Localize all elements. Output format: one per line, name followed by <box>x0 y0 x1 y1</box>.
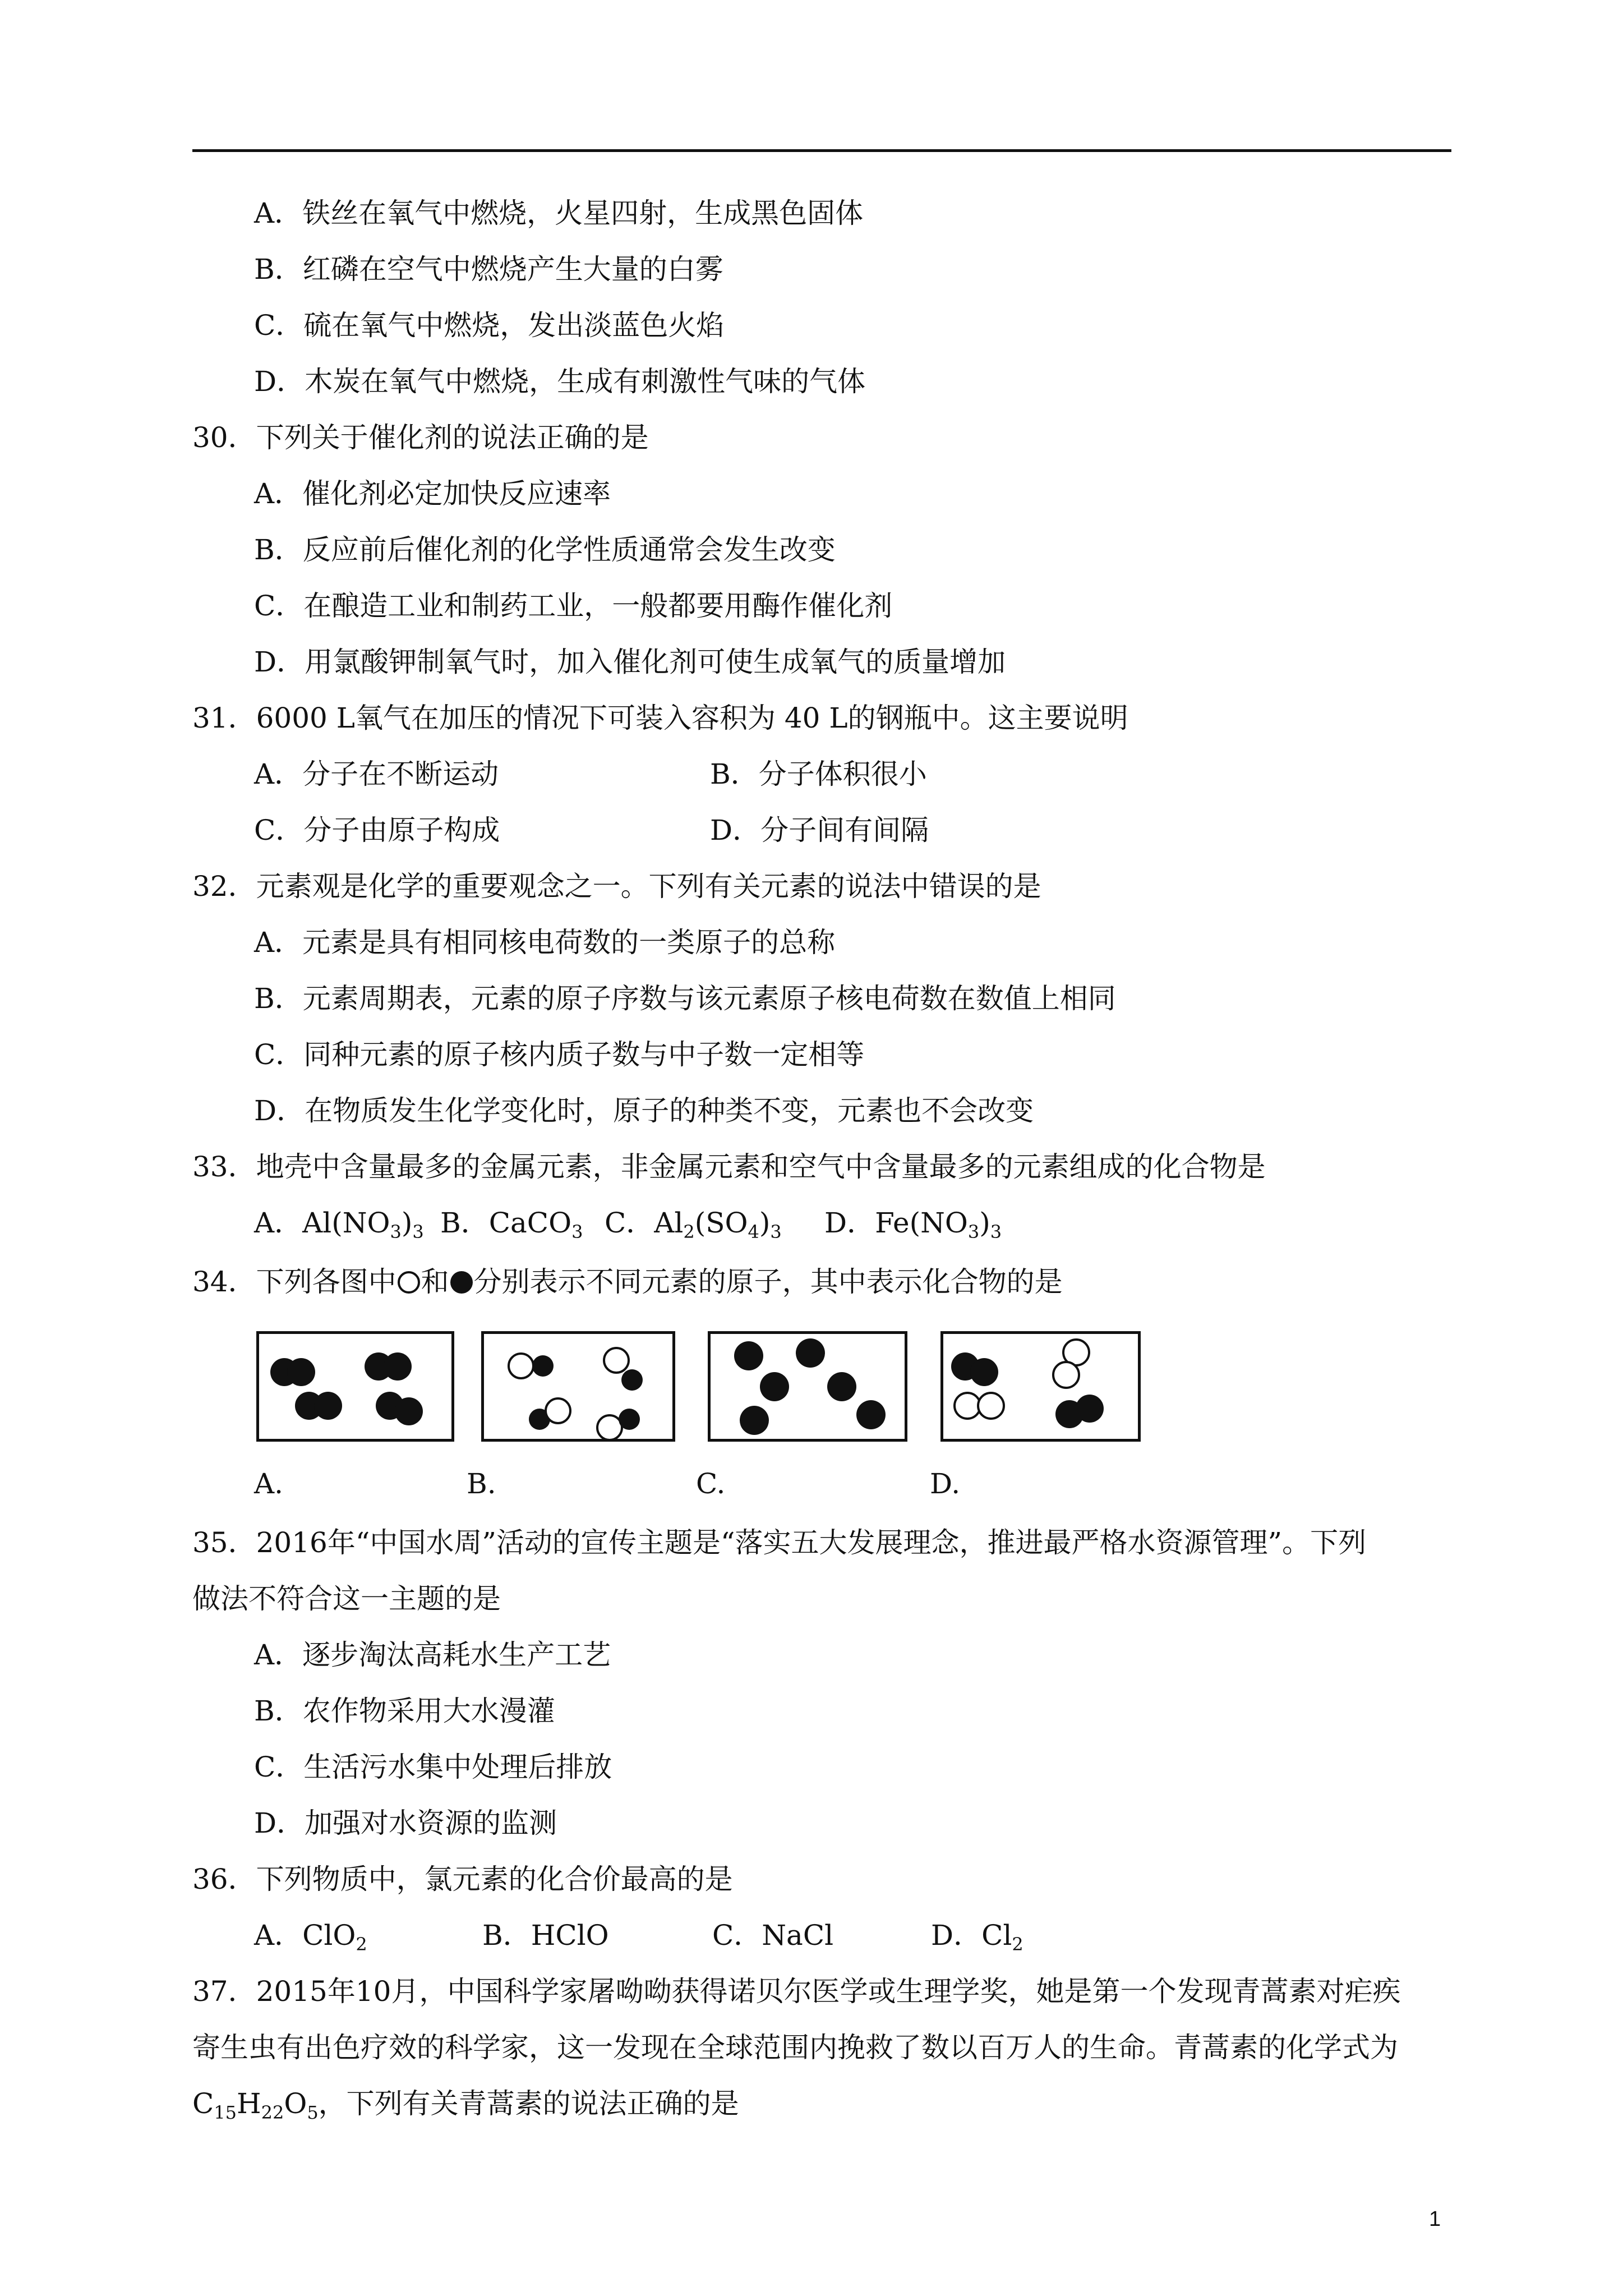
open-atom <box>1052 1361 1080 1389</box>
solid-atom <box>734 1341 763 1370</box>
solid-atom <box>760 1372 789 1401</box>
q35-option-a: A．逐步淘汰高耗水生产工艺 <box>254 1639 611 1671</box>
q30-option-a: A．催化剂必定加快反应速率 <box>254 477 611 510</box>
q31-option-a: A．分子在不断运动 <box>254 758 499 790</box>
solid-atom <box>1076 1395 1104 1423</box>
q32-option-c: C．同种元素的原子核内质子数与中子数一定相等 <box>254 1038 865 1071</box>
q31-option-c: C．分子由原子构成 <box>254 814 500 846</box>
solid-atom <box>287 1358 315 1386</box>
q34-stem: 34．下列各图中 和 分别表示不同元素的原子，其中表示化合物的是 <box>192 1266 1063 1298</box>
solid-atom <box>970 1358 998 1386</box>
solid-atom <box>314 1392 342 1420</box>
open-atom-icon <box>398 1271 420 1294</box>
open-atom <box>508 1352 534 1379</box>
q35-option-b: B．农作物采用大水漫灌 <box>254 1695 555 1727</box>
q36-option-c: C．NaCl <box>712 1919 834 1952</box>
solid-atom <box>856 1400 886 1429</box>
q30-option-b: B．反应前后催化剂的化学性质通常会发生改变 <box>254 533 836 566</box>
q32-stem: 32．元素观是化学的重要观念之一。下列有关元素的说法中错误的是 <box>192 870 1041 903</box>
open-atom <box>545 1397 571 1424</box>
q30-option-c: C．在酿造工业和制药工业，一般都要用酶作催化剂 <box>254 590 893 622</box>
q29-option-c: C．硫在氧气中燃烧，发出淡蓝色火焰 <box>254 309 725 342</box>
q32-option-b: B．元素周期表，元素的原子序数与该元素原子核电荷数在数值上相同 <box>254 982 1116 1015</box>
q37-stem-line3: $C_{15}H_{22}O_5$，下列有关青蒿素的说法正确的是 <box>192 2087 739 2123</box>
q31-option-b: B．分子体积很小 <box>710 758 927 790</box>
q34-label-a: A. <box>254 1467 284 1500</box>
q34-label-c: C. <box>696 1467 726 1500</box>
solid-atom <box>532 1355 554 1377</box>
q37-stem-line2: 寄生虫有出色疗效的科学家，这一发现在全球范围内挽救了数以百万人的生命。青蒿素的化学式为 <box>192 2031 1398 2064</box>
q33-option-b: B．CaCO$_3$ <box>440 1207 583 1243</box>
solid-atom <box>796 1338 825 1368</box>
q36-stem: 36．下列物质中，氯元素的化合价最高的是 <box>192 1863 733 1895</box>
q31-stem: 31．6000 L氧气在加压的情况下可装入容积为 40 L的钢瓶中。这主要说明 <box>192 702 1128 734</box>
q33-option-c: C．$Al_2(SO_4)_3$ <box>605 1207 782 1243</box>
solid-atom <box>740 1406 769 1435</box>
q30-stem: 30．下列关于催化剂的说法正确的是 <box>192 421 649 454</box>
q36-option-a: A．ClO$_2$ <box>254 1919 367 1955</box>
q29-option-b: B．红磷在空气中燃烧产生大量的白雾 <box>254 253 723 286</box>
q29-option-d: D．木炭在氧气中燃烧，生成有刺激性气味的气体 <box>254 365 866 398</box>
solid-atom <box>827 1372 856 1401</box>
q35-option-d: D．加强对水资源的监测 <box>254 1807 557 1839</box>
solid-atom <box>384 1352 412 1381</box>
open-atom <box>603 1347 630 1374</box>
solid-atom <box>395 1397 423 1425</box>
q35-stem-line2: 做法不符合这一主题的是 <box>192 1582 501 1615</box>
q36-option-b: B．HClO <box>482 1919 609 1952</box>
q31-option-d: D．分子间有间隔 <box>710 814 929 846</box>
header-rule <box>192 149 1451 152</box>
solid-atom <box>621 1369 643 1391</box>
q30-option-d: D．用氯酸钾制氧气时，加入催化剂可使生成氧气的质量增加 <box>254 646 1006 678</box>
q35-option-c: C．生活污水集中处理后排放 <box>254 1751 612 1783</box>
q34-figure-a <box>256 1331 454 1442</box>
q34-label-d: D. <box>930 1467 961 1500</box>
q33-stem: 33．地壳中含量最多的金属元素，非金属元素和空气中含量最多的元素组成的化合物是 <box>192 1151 1266 1183</box>
q33-option-d: D．$Fe(NO_3)_3$ <box>824 1207 1002 1243</box>
q34-label-b: B. <box>467 1467 496 1500</box>
q37-stem-line1: 37．2015年10月，中国科学家屠呦呦获得诺贝尔医学或生理学奖，她是第一个发现青蒿素对疟疾 <box>192 1975 1401 2008</box>
q33-option-a: A．$Al(NO_3)_3$ <box>254 1207 424 1243</box>
q32-option-d: D．在物质发生化学变化时，原子的种类不变，元素也不会改变 <box>254 1094 1034 1127</box>
q34-figure-b <box>481 1331 675 1442</box>
q34-figure-d <box>940 1331 1141 1442</box>
q36-option-d: D．$Cl_2$ <box>931 1919 1023 1955</box>
q35-stem-line1: 35．2016年“中国水周”活动的宣传主题是“落实五大发展理念，推进最严格水资源管理”。下列 <box>192 1526 1367 1559</box>
q34-figure-c <box>708 1331 907 1442</box>
q32-option-a: A．元素是具有相同核电荷数的一类原子的总称 <box>254 926 836 959</box>
q29-option-a: A．铁丝在氧气中燃烧，火星四射，生成黑色固体 <box>254 197 864 229</box>
open-atom <box>977 1392 1005 1420</box>
solid-atom <box>619 1409 640 1430</box>
page-number: 1 <box>1429 2207 1441 2231</box>
solid-atom-icon <box>450 1271 473 1294</box>
